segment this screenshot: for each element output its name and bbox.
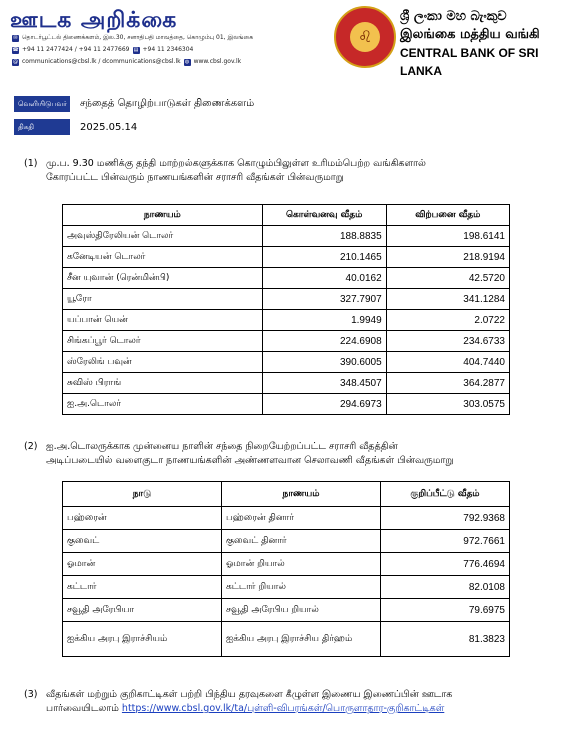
indicative-rate-cell: 79.6975 (381, 599, 510, 622)
phone-icon: ☎ (12, 46, 19, 53)
paragraph-text (46, 688, 452, 716)
paragraph-2 (24, 440, 544, 470)
paragraph-line (46, 702, 452, 716)
table-row (63, 394, 510, 415)
currency-cell: அவுஸ்திரேலியன் டொலர் (63, 226, 263, 247)
buying-rate-cell: 210.1465 (262, 247, 386, 268)
buying-rate-cell: 348.4507 (262, 373, 386, 394)
currency-cell: யூரோ (63, 289, 263, 310)
date-value: 2025.05.14 (80, 121, 138, 133)
currency-cell: ஐக்கிய அரபு இராச்சிய திர்ஹம் (222, 622, 381, 657)
table-row (63, 352, 510, 373)
selling-rate-cell: 198.6141 (386, 226, 509, 247)
indicative-rate-cell: 776.4694 (381, 553, 510, 576)
country-cell: ஓமான் (63, 553, 222, 576)
selling-rate-cell: 2.0722 (386, 310, 509, 331)
column-header: விற்பனை வீதம் (386, 205, 509, 226)
buying-rate-cell: 40.0162 (262, 268, 386, 289)
table-row (63, 507, 510, 530)
gulf-currency-table (62, 481, 510, 657)
paragraph-number: (1) (24, 158, 38, 169)
contact-block (12, 32, 253, 68)
issuer-label: வெளியிடுபவர் (14, 96, 70, 112)
column-header: குறிப்பீட்டு வீதம் (381, 482, 510, 507)
currency-cell: ஐ.அ.டொலர் (63, 394, 263, 415)
buying-rate-cell: 294.6973 (262, 394, 386, 415)
paragraph-number: (2) (24, 441, 38, 452)
table-row (63, 530, 510, 553)
globe-icon: ◍ (184, 58, 190, 65)
currency-cell: சவூதி அரேபிய றியால் (222, 599, 381, 622)
buying-rate-cell: 327.7907 (262, 289, 386, 310)
table-row (63, 576, 510, 599)
selling-rate-cell: 234.6733 (386, 331, 509, 352)
indicative-rate-cell: 82.0108 (381, 576, 510, 599)
email-text[interactable]: communications@cbsl.lk / dcommunications@cbsl.lk (22, 58, 181, 65)
address-text: தொடர்பூட்டல் திணைக்களம், இல.30, சனாதிபதி மாவத்தை, கொழும்பு 01, இலங்கை (22, 34, 254, 41)
bank-name-english: CENTRAL BANK OF SRI LANKA (400, 46, 539, 78)
paragraph-number: (3) (24, 689, 38, 700)
paragraph-3 (24, 688, 554, 718)
currency-cell: பஹ்ரைன் தினார் (222, 507, 381, 530)
paragraph-text (46, 157, 426, 185)
web-text[interactable]: www.cbsl.gov.lk (193, 58, 242, 65)
cbsl-emblem-icon: ♌ (334, 6, 396, 68)
paragraph-1 (24, 157, 544, 187)
bank-name-sinhala: ශ්‍රී ලංකා මහ බැංකුව (400, 9, 507, 24)
selling-rate-cell: 341.1284 (386, 289, 509, 310)
table-row (63, 268, 510, 289)
indicative-rate-cell: 81.3823 (381, 622, 510, 657)
phone-text: +94 11 2477424 / +94 11 2477669 (22, 46, 130, 53)
selling-rate-cell: 218.9194 (386, 247, 509, 268)
currency-cell: ஸ்ரேலிங் பவுன் (63, 352, 263, 373)
bank-name-tamil: இலங்கை மத்திய வங்கி (400, 27, 540, 42)
column-header: கொள்வனவு வீதம் (262, 205, 386, 226)
exchange-rates-table (62, 204, 510, 415)
statistics-link[interactable]: https://www.cbsl.gov.lk/ta/புள்ளி-விபரங்கள்/பொருளாதார-குறிகாட்டிகள் (121, 703, 445, 714)
currency-cell: ஓமான் றியால் (222, 553, 381, 576)
table-row (63, 599, 510, 622)
country-cell: ஐக்கிய அரபு இராச்சியம் (63, 622, 222, 657)
table-row (63, 289, 510, 310)
selling-rate-cell: 364.2877 (386, 373, 509, 394)
currency-cell: யப்பான் யென் (63, 310, 263, 331)
column-header: நாணயம் (63, 205, 263, 226)
buying-rate-cell: 224.6908 (262, 331, 386, 352)
buying-rate-cell: 1.9949 (262, 310, 386, 331)
fax-icon: ▤ (133, 46, 139, 53)
selling-rate-cell: 303.0575 (386, 394, 509, 415)
table-row (63, 226, 510, 247)
date-label: திகதி (14, 119, 70, 135)
country-cell: குவைட் (63, 530, 222, 553)
paragraph-text (46, 440, 453, 468)
indicative-rate-cell: 792.9368 (381, 507, 510, 530)
table-row (63, 247, 510, 268)
buying-rate-cell: 188.8835 (262, 226, 386, 247)
selling-rate-cell: 42.5720 (386, 268, 509, 289)
country-cell: பஹ்ரைன் (63, 507, 222, 530)
table-row (63, 622, 510, 657)
currency-cell: கனேடியன் டொலர் (63, 247, 263, 268)
buying-rate-cell: 390.6005 (262, 352, 386, 373)
country-cell: கட்டார் (63, 576, 222, 599)
release-meta (14, 95, 254, 141)
column-header: நாணயம் (222, 482, 381, 507)
paragraph-line: வீதங்கள் மற்றும் குறிகாட்டிகள் பற்றி பிந்திய தரவுகளை கீழுள்ள இணைய இணைப்பின் ஊடாக (46, 689, 453, 700)
bank-name-block (400, 8, 563, 80)
currency-cell: குவைட் தினார் (222, 530, 381, 553)
currency-cell: சிங்கப்பூர் டொலர் (63, 331, 263, 352)
currency-cell: கட்டார் றியால் (222, 576, 381, 599)
selling-rate-cell: 404.7440 (386, 352, 509, 373)
paragraph-line: கோரப்பட்ட பின்வரும் நாணயங்களின் சராசரி வீதங்கள் பின்வருமாறு (46, 172, 344, 183)
table-row (63, 331, 510, 352)
letterhead (0, 0, 563, 80)
press-release-title: ஊடக அறிக்கை (10, 8, 178, 33)
paragraph-line: அடிப்படையில் வளைகுடா நாணயங்களின் அண்ணளவான செலாவணி வீதங்கள் பின்வருமாறு (46, 455, 454, 466)
country-cell: சவூதி அரேபியா (63, 599, 222, 622)
table-row (63, 310, 510, 331)
envelope-icon: ✉ (13, 34, 18, 41)
issuer-value: சந்தைத் தொழிற்பாடுகள் திணைக்களம் (80, 98, 255, 109)
fax-text: +94 11 2346304 (142, 46, 194, 53)
paragraph-line: ஐ.அ.டொலருக்காக முன்னைய நாளின் சந்தை நிறையேற்றப்பட்ட சராசரி வீதத்தின் (46, 441, 398, 452)
column-header: நாடு (63, 482, 222, 507)
table-row (63, 553, 510, 576)
indicative-rate-cell: 972.7661 (381, 530, 510, 553)
at-icon: @ (13, 58, 18, 65)
currency-cell: சுவிஸ் பிராங் (63, 373, 263, 394)
table-row (63, 373, 510, 394)
paragraph-line: மு.ப. 9.30 மணிக்கு தந்தி மாற்றல்களுக்காக கொழும்பிலுள்ள உரிமம்பெற்ற வங்கிகளால் (46, 158, 426, 169)
currency-cell: சீன யுவான் (ரென்மின்பி) (63, 268, 263, 289)
link-prefix-text: பார்வையிடலாம் (46, 703, 119, 714)
